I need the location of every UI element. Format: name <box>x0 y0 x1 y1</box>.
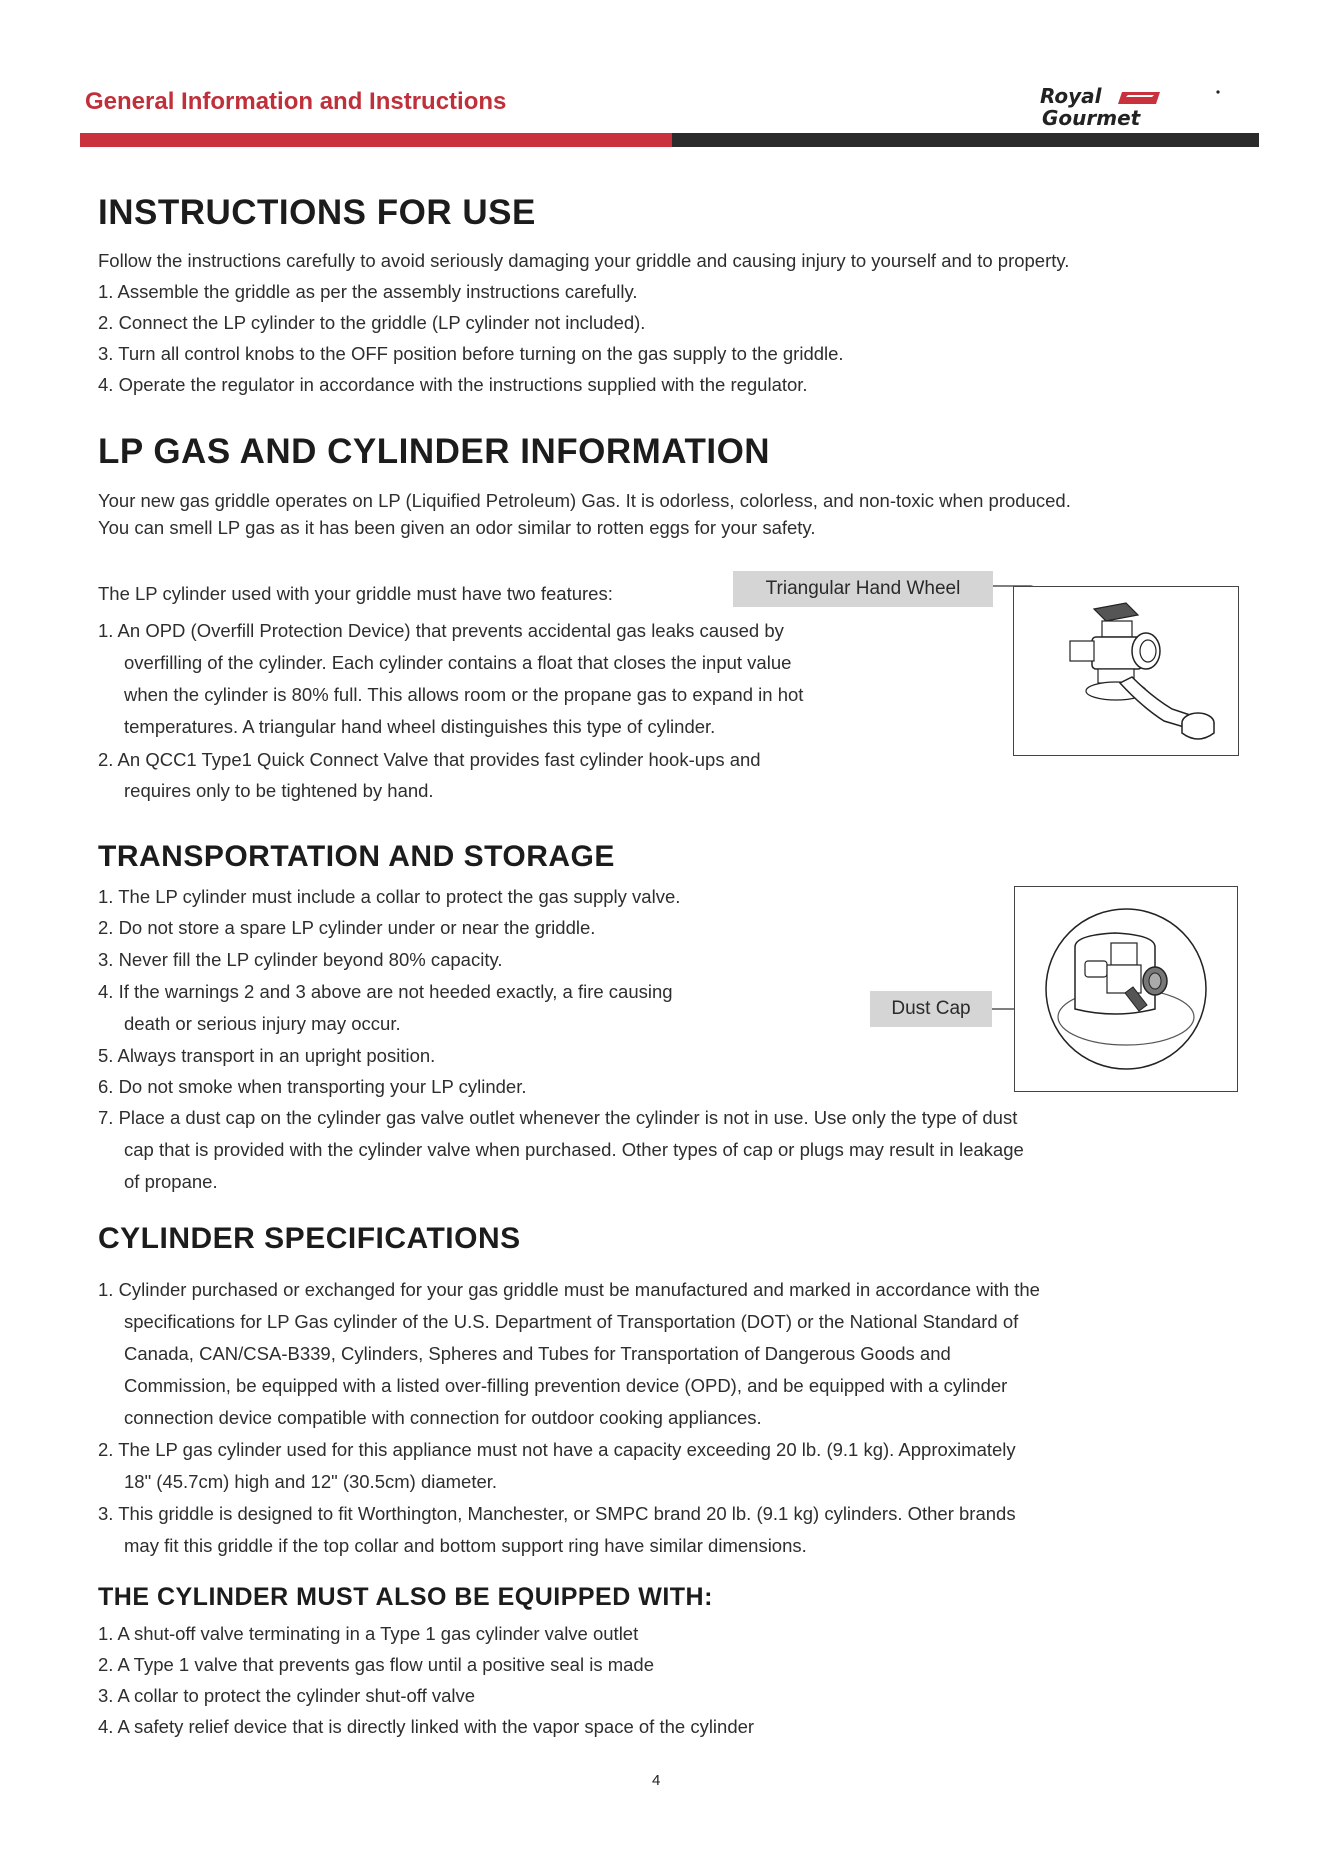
page-number: 4 <box>652 1772 661 1789</box>
specs-item-1-line-1: 1. Cylinder purchased or exchanged for your gas griddle must be manufactured and marked in accordance with the <box>98 1279 1040 1300</box>
cylinder-top-drawing <box>1015 887 1237 1091</box>
hand-wheel-label: Triangular Hand Wheel <box>733 571 993 607</box>
heading-specs: CYLINDER SPECIFICATIONS <box>98 1222 521 1255</box>
transport-item-4-line-2: death or serious injury may occur. <box>124 1013 401 1034</box>
dust-cap-label: Dust Cap <box>870 991 992 1027</box>
transport-item-7-line-1: 7. Place a dust cap on the cylinder gas valve outlet whenever the cylinder is not in use. Use only the type of dust <box>98 1107 1018 1128</box>
transport-item-1: 1. The LP cylinder must include a collar to protect the gas supply valve. <box>98 886 681 907</box>
instructions-item-2: 2. Connect the LP cylinder to the griddle (LP cylinder not included). <box>98 312 646 333</box>
brand-logo <box>1032 84 1222 128</box>
specs-item-3-line-1: 3. This griddle is designed to fit Worthington, Manchester, or SMPC brand 20 lb. (9.1 kg) cylinders. Other brands <box>98 1503 1016 1524</box>
specs-item-1-line-3: Canada, CAN/CSA-B339, Cylinders, Spheres and Tubes for Transportation of Dangerous Goods and <box>124 1343 951 1364</box>
lp-feature-2-line-2: requires only to be tightened by hand. <box>124 780 434 801</box>
equipped-item-4: 4. A safety relief device that is directly linked with the vapor space of the cylinder <box>98 1716 755 1737</box>
dust-cap-figure <box>1014 886 1238 1092</box>
logo-line1: Royal <box>1040 84 1102 108</box>
header-bar-red <box>80 133 672 147</box>
transport-item-7-line-3: of propane. <box>124 1171 218 1192</box>
specs-item-1-line-2: specifications for LP Gas cylinder of the U.S. Department of Transportation (DOT) or the National Standard of <box>124 1311 1019 1332</box>
hand-wheel-figure <box>1013 586 1239 756</box>
transport-item-5: 5. Always transport in an upright position. <box>98 1045 436 1066</box>
heading-lp-gas: LP GAS AND CYLINDER INFORMATION <box>98 432 771 471</box>
cylinder-valve-drawing <box>1014 587 1238 755</box>
equipped-item-1: 1. A shut-off valve terminating in a Type 1 gas cylinder valve outlet <box>98 1623 639 1644</box>
lp-feature-1-line-3: when the cylinder is 80% full. This allows room or the propane gas to expand in hot <box>124 684 804 705</box>
specs-item-2-line-2: 18" (45.7cm) high and 12" (30.5cm) diameter. <box>124 1471 498 1492</box>
specs-item-2-line-1: 2. The LP gas cylinder used for this appliance must not have a capacity exceeding 20 lb. (9.1 kg). Approximately <box>98 1439 1016 1460</box>
transport-item-2: 2. Do not store a spare LP cylinder under or near the griddle. <box>98 917 596 938</box>
heading-instructions: INSTRUCTIONS FOR USE <box>98 193 536 232</box>
heading-equipped: THE CYLINDER MUST ALSO BE EQUIPPED WITH: <box>98 1583 713 1611</box>
lp-feature-1-line-1: 1. An OPD (Overfill Protection Device) that prevents accidental gas leaks caused by <box>98 620 784 641</box>
lp-intro-1: Your new gas griddle operates on LP (Liquified Petroleum) Gas. It is odorless, colorless, and non-toxic when produced. <box>98 490 1071 511</box>
transport-item-7-line-2: cap that is provided with the cylinder valve when purchased. Other types of cap or plugs may result in leakage <box>124 1139 1024 1160</box>
instructions-item-4: 4. Operate the regulator in accordance with the instructions supplied with the regulator. <box>98 374 808 395</box>
header-bar-dark <box>672 133 1259 147</box>
transport-item-6: 6. Do not smoke when transporting your LP cylinder. <box>98 1076 527 1097</box>
heading-transport: TRANSPORTATION AND STORAGE <box>98 840 615 873</box>
instructions-item-3: 3. Turn all control knobs to the OFF position before turning on the gas supply to the griddle. <box>98 343 844 364</box>
lp-feature-1-line-2: overfilling of the cylinder. Each cylinder contains a float that closes the input value <box>124 652 792 673</box>
specs-item-1-line-5: connection device compatible with connection for outdoor cooking appliances. <box>124 1407 762 1428</box>
equipped-item-3: 3. A collar to protect the cylinder shut-off valve <box>98 1685 476 1706</box>
lp-features-intro: The LP cylinder used with your griddle must have two features: <box>98 583 613 604</box>
transport-item-3: 3. Never fill the LP cylinder beyond 80% capacity. <box>98 949 503 970</box>
equipped-item-2: 2. A Type 1 valve that prevents gas flow until a positive seal is made <box>98 1654 655 1675</box>
lp-intro-2: You can smell LP gas as it has been given an odor similar to rotten eggs for your safety. <box>98 517 816 538</box>
lp-feature-2-line-1: 2. An QCC1 Type1 Quick Connect Valve that provides fast cylinder hook-ups and <box>98 749 761 770</box>
transport-item-4-line-1: 4. If the warnings 2 and 3 above are not heeded exactly, a fire causing <box>98 981 673 1002</box>
lp-feature-1-line-4: temperatures. A triangular hand wheel distinguishes this type of cylinder. <box>124 716 716 737</box>
specs-item-3-line-2: may fit this griddle if the top collar and bottom support ring have similar dimensions. <box>124 1535 807 1556</box>
instructions-intro: Follow the instructions carefully to avoid seriously damaging your griddle and causing injury to yourself and to property. <box>98 250 1070 271</box>
specs-item-1-line-4: Commission, be equipped with a listed over-filling prevention device (OPD), and be equipped with a cylinder <box>124 1375 1008 1396</box>
header-title: General Information and Instructions <box>85 88 507 115</box>
logo-line2: Gourmet <box>1042 106 1141 128</box>
instructions-item-1: 1. Assemble the griddle as per the assembly instructions carefully. <box>98 281 638 302</box>
